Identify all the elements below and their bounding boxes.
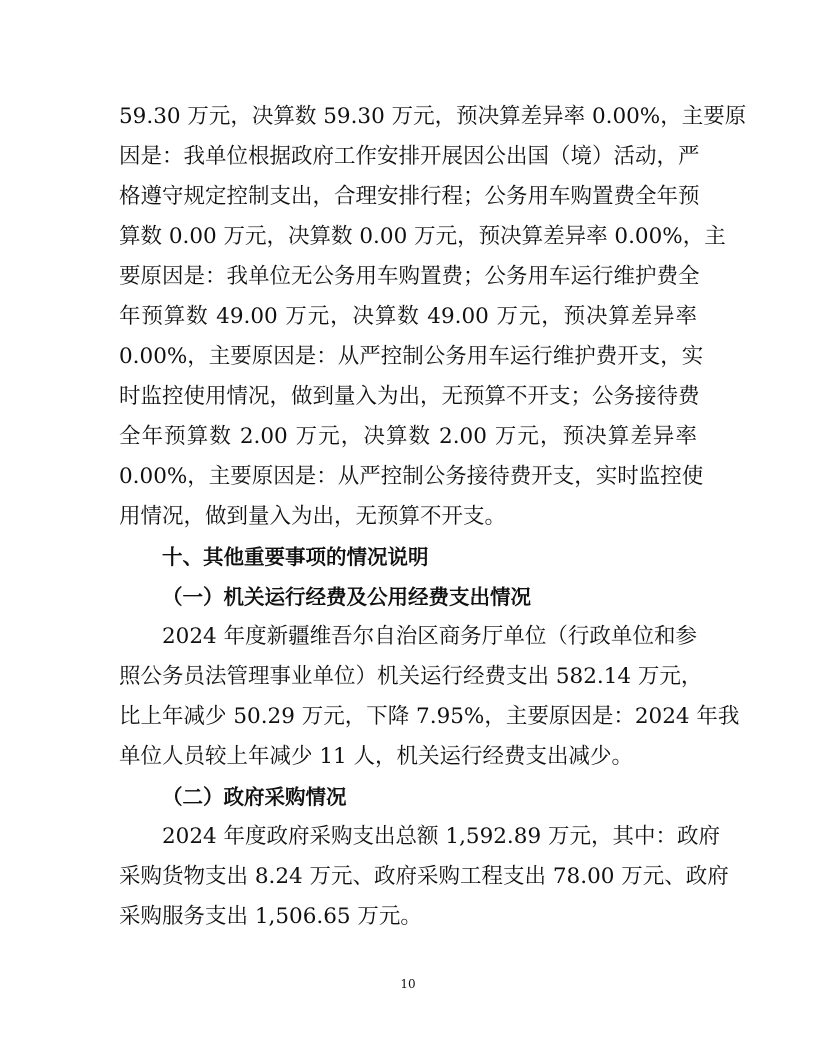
text-line: 全年预算数 2.00 万元，决算数 2.00 万元，预决算差异率 [119, 424, 697, 449]
text-line: 因是：我单位根据政府工作安排开展因公出国（境）活动，严 [119, 144, 700, 169]
text-line: 算数 0.00 万元，决算数 0.00 万元，预决算差异率 0.00%，主 [119, 224, 726, 249]
page-number: 10 [400, 977, 416, 991]
text-line: 单位人员较上年减少 11 人，机关运行经费支出减少。 [119, 744, 634, 769]
text-line: 采购服务支出 1,506.65 万元。 [119, 904, 422, 929]
text-line: 年预算数 49.00 万元，决算数 49.00 万元，预决算差异率 [119, 304, 697, 329]
text-line: 时监控使用情况，做到量入为出，无预算不开支；公务接待费 [119, 384, 700, 409]
text-line: 用情况，做到量入为出，无预算不开支。 [119, 504, 507, 529]
text-line: 照公务员法管理事业单位）机关运行经费支出 582.14 万元， [119, 664, 703, 689]
subsection-heading-operating-expenses: （一）机关运行经费及公用经费支出情况 [162, 585, 531, 609]
text-line: 2024 年度新疆维吾尔自治区商务厅单位（行政单位和参 [162, 624, 697, 649]
text-line: 比上年减少 50.29 万元，下降 7.95%，主要原因是：2024 年我 [119, 704, 740, 729]
text-line: 0.00%，主要原因是：从严控制公务接待费开支，实时监控使 [119, 464, 704, 489]
section-heading: 十、其他重要事项的情况说明 [162, 545, 429, 569]
text-line: 2024 年度政府采购支出总额 1,592.89 万元，其中：政府 [162, 824, 720, 849]
text-line: 要原因是：我单位无公务用车购置费；公务用车运行维护费全 [119, 264, 700, 289]
subsection-heading-procurement: （二）政府采购情况 [162, 785, 347, 809]
text-line: 格遵守规定控制支出，合理安排行程；公务用车购置费全年预 [119, 184, 700, 209]
text-line: 采购货物支出 8.24 万元、政府采购工程支出 78.00 万元、政府 [119, 864, 729, 889]
text-line: 0.00%，主要原因是：从严控制公务用车运行维护费开支，实 [119, 344, 704, 369]
text-line: 59.30 万元，决算数 59.30 万元，预决算差异率 0.00%，主要原 [119, 104, 747, 129]
